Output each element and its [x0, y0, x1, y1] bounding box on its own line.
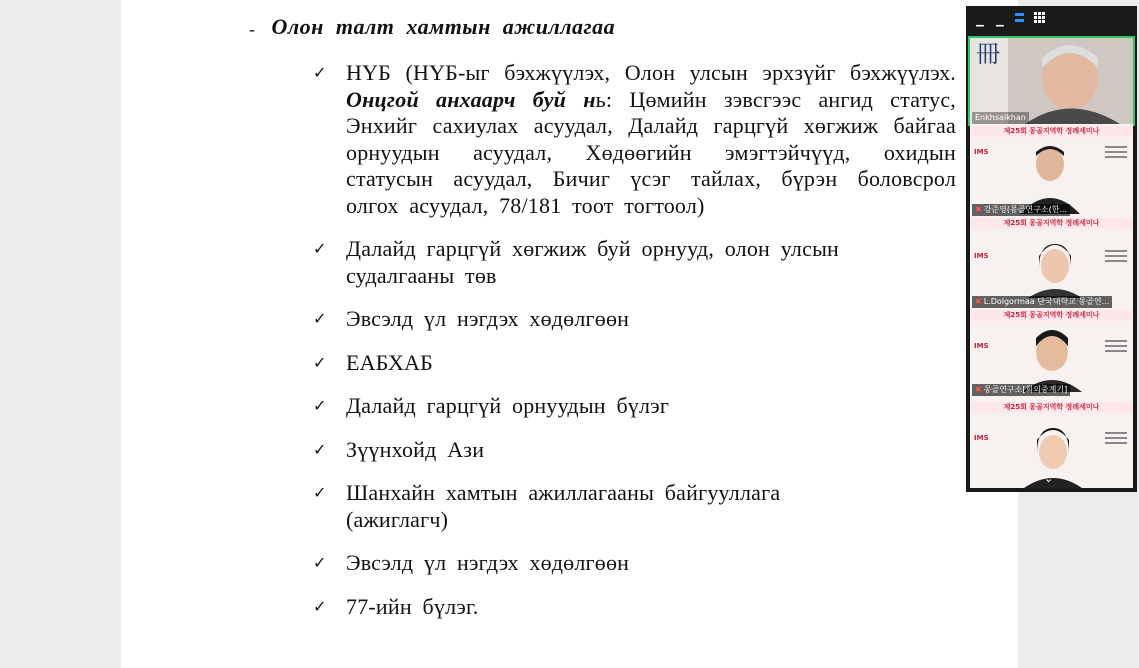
item-text: Шанхайн хамтын ажиллагааны байгууллага (ажиглагч) — [346, 480, 781, 532]
svg-text:冊: 冊 — [976, 40, 1000, 68]
list-item — [313, 550, 953, 577]
minimize-icon[interactable]: ▁ — [976, 16, 984, 27]
item-text-post: ь: Цөмийн зэвсгээс ангид статус, Энхийг сахиулах асуудал, Далайд гарцгүй хөгжиж байгаа орнуудын асуудал, Хөдөөгийн эмэгтэйчүүд, охидын статусын асуудал, Бичиг үсэг тайлах, бүрэн боловсрол олгох асуудал, 78/181 тоот тогтоол) — [346, 86, 956, 218]
scroll-down-icon[interactable]: ⌄ — [1044, 472, 1054, 485]
video-tile[interactable] — [970, 38, 1133, 124]
item-text-highlight: Онцгой анхаарч буй н — [346, 86, 596, 112]
check-icon: ✓ — [313, 63, 327, 82]
participant-name: ✖ 강준영(몽골연구소(한... — [972, 204, 1070, 216]
check-icon: ✓ — [313, 553, 327, 572]
heading-text: Олон талт хамтын ажиллагаа — [271, 14, 616, 39]
mic-muted-icon: ✖ — [975, 297, 982, 306]
item-text: Далайд гарцгүй орнуудын бүлэг — [346, 393, 670, 418]
bullet-list — [313, 60, 956, 637]
slide-text-lines — [1105, 250, 1127, 268]
list-item — [313, 350, 953, 377]
item-text: 77-ийн бүлэг. — [346, 593, 479, 619]
ims-logo: IMS — [974, 252, 989, 260]
ims-logo: IMS — [974, 342, 989, 350]
item-text: Эвсэлд үл нэгдэх хөдөлгөөн — [346, 550, 630, 575]
mic-muted-icon: ✖ — [975, 385, 982, 394]
presentation-slide — [121, 0, 1018, 668]
slide-text-lines — [1105, 340, 1127, 358]
seminar-banner: 제25회 몽골지역학 정례세미나 — [970, 310, 1133, 321]
list-item — [313, 437, 953, 464]
item-text: Зүүнхойд Ази — [346, 436, 485, 462]
participant-name: ✖ 몽골연구소[회의중계기] — [972, 384, 1070, 396]
speaker-view-icon[interactable] — [1015, 12, 1024, 24]
video-tile[interactable] — [970, 308, 1133, 400]
item-text-pre: НҮБ (НҮБ-ыг бэхжүүлэх, Олон улсын эрхзүйг бэхжүүлэх. — [346, 60, 956, 85]
slide-text-lines — [1105, 432, 1127, 450]
item-text: Эвсэлд үл нэгдэх хөдөлгөөн — [346, 306, 630, 331]
item-text: Далайд гарцгүй хөгжиж буй орнууд, олон улсын судалгааны төв — [346, 236, 840, 288]
hide-video-icon[interactable]: ▁ — [996, 16, 1004, 27]
participant-video — [1012, 322, 1092, 392]
item-text: ЕАБХАБ — [346, 349, 434, 375]
ims-logo: IMS — [974, 148, 989, 156]
list-item — [313, 393, 953, 420]
list-item — [313, 480, 846, 533]
seminar-banner: 제25회 몽골지역학 정례세미나 — [970, 218, 1133, 229]
list-item — [313, 306, 953, 333]
check-icon: ✓ — [313, 352, 327, 372]
participant-name: ✖ L.Dolgormaa 단국대학교 몽골연... — [972, 296, 1112, 308]
video-tile[interactable] — [970, 216, 1133, 308]
slide-text-lines — [1105, 146, 1127, 164]
video-toolbar — [966, 6, 1137, 34]
seminar-banner: 제25회 몽골지역학 정례세미나 — [970, 126, 1133, 137]
participant-name: Enkhsaikhan — [972, 112, 1029, 124]
video-panel — [966, 6, 1137, 492]
seminar-banner: 제25회 몽골지역학 정례세미나 — [970, 402, 1133, 413]
check-icon: ✓ — [313, 396, 327, 415]
list-item — [313, 594, 953, 621]
video-tile[interactable] — [970, 124, 1133, 216]
mic-muted-icon: ✖ — [975, 205, 982, 214]
check-icon: ✓ — [313, 439, 327, 459]
heading-dash: - — [249, 19, 256, 39]
check-icon: ✓ — [313, 239, 327, 258]
list-item — [313, 236, 906, 289]
ims-logo: IMS — [974, 434, 989, 442]
check-icon: ✓ — [313, 596, 327, 616]
gallery-view-icon[interactable] — [1034, 12, 1045, 27]
check-icon: ✓ — [313, 309, 327, 328]
list-item — [313, 60, 956, 219]
check-icon: ✓ — [313, 483, 327, 502]
slide-heading — [249, 14, 615, 40]
participant-video — [1020, 238, 1090, 298]
